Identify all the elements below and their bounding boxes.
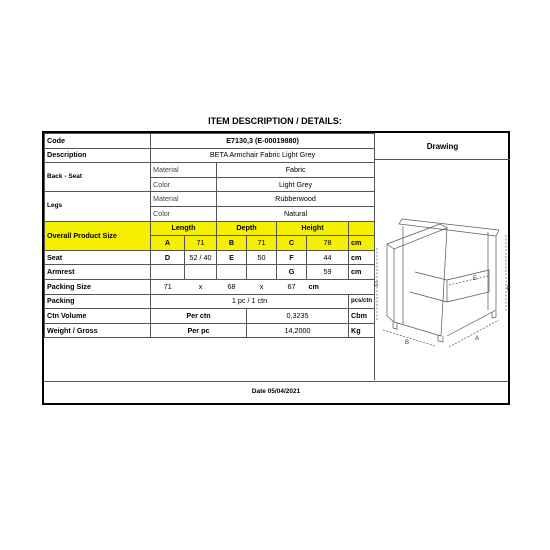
armrest-label: Armrest: [45, 265, 151, 280]
drawing-letter-f: F: [507, 286, 511, 292]
ctn-volume-per: Per ctn: [151, 309, 247, 324]
back-seat-color-value: Light Grey: [217, 177, 375, 192]
packing-size-label: Packing Size: [45, 279, 151, 294]
packing-size-x1: x: [185, 279, 217, 294]
description-value: BETA Armchair Fabric Light Grey: [151, 148, 375, 163]
back-seat-material-label: Material: [151, 163, 217, 178]
spec-sheet: [42, 131, 510, 405]
dim-e-letter: E: [217, 250, 247, 265]
seat-label: Seat: [45, 250, 151, 265]
dim-c-value: 78: [307, 236, 349, 251]
description-label: Description: [45, 148, 151, 163]
dim-d-value: 52 / 40: [185, 250, 217, 265]
date-divider: [44, 381, 508, 382]
packing-value: 1 pc / 1 ctn: [151, 294, 349, 309]
legs-color-label: Color: [151, 206, 217, 221]
drawing-letter-a: A: [475, 336, 480, 342]
weight-value: 14,2000: [247, 323, 349, 338]
packing-label: Packing: [45, 294, 151, 309]
back-seat-color-label: Color: [151, 177, 217, 192]
height-header: Height: [277, 221, 349, 236]
seat-row: [45, 250, 375, 265]
overall-size-header-row: [45, 221, 375, 236]
spec-table: [44, 133, 375, 338]
armrest-blank-2: [185, 265, 217, 280]
dim-d-letter: D: [151, 250, 185, 265]
dim-c-letter: C: [277, 236, 307, 251]
armrest-row: [45, 265, 375, 280]
back-seat-material-row: [45, 163, 375, 178]
overall-size-label: Overall Product Size: [45, 221, 151, 250]
weight-row: [45, 323, 375, 338]
packing-size-unit: cm: [307, 279, 329, 294]
ctn-volume-label: Ctn Volume: [45, 309, 151, 324]
legs-material-value: Rubberwood: [217, 192, 375, 207]
dim-a-letter: A: [151, 236, 185, 251]
length-header: Length: [151, 221, 217, 236]
weight-per: Per pc: [151, 323, 247, 338]
back-seat-material-value: Fabric: [217, 163, 375, 178]
drawing-area: [374, 160, 510, 380]
legs-color-value: Natural: [217, 206, 375, 221]
drawing-header: Drawing: [374, 133, 510, 160]
packing-size-blank-2: [349, 279, 375, 294]
packing-size-blank-1: [329, 279, 349, 294]
overall-header-blank: [349, 221, 375, 236]
packing-size-x2: x: [247, 279, 277, 294]
ctn-volume-unit: Cbm: [349, 309, 375, 324]
legs-label: Legs: [45, 192, 151, 221]
weight-label: Weight / Gross: [45, 323, 151, 338]
ctn-volume-value: 0,3235: [247, 309, 349, 324]
packing-size-v3: 67: [277, 279, 307, 294]
drawing-letter-b: B: [405, 340, 410, 346]
date-label: Date 05/04/2021: [251, 388, 301, 395]
dim-b-letter: B: [217, 236, 247, 251]
back-seat-label: Back - Seat: [45, 163, 151, 192]
depth-header: Depth: [217, 221, 277, 236]
packing-unit: pcs/ctn: [349, 294, 375, 309]
dim-g-letter: G: [277, 265, 307, 280]
packing-row: [45, 294, 375, 309]
ctn-volume-row: [45, 309, 375, 324]
drawing-letter-e: E: [473, 276, 478, 282]
legs-material-row: [45, 192, 375, 207]
armrest-unit: cm: [349, 265, 375, 280]
weight-unit: Kg: [349, 323, 375, 338]
armrest-blank-3: [217, 265, 247, 280]
armrest-blank-4: [247, 265, 277, 280]
drawing-letter-c: C: [374, 282, 379, 288]
seat-unit: cm: [349, 250, 375, 265]
armrest-blank-1: [151, 265, 185, 280]
code-label: Code: [45, 134, 151, 149]
armchair-drawing: [375, 160, 511, 380]
legs-material-label: Material: [151, 192, 217, 207]
dim-b-value: 71: [247, 236, 277, 251]
packing-size-v2: 68: [217, 279, 247, 294]
code-value: E7130,3 (E-00019880): [151, 134, 375, 149]
overall-unit: cm: [349, 236, 375, 251]
dim-f-letter: F: [277, 250, 307, 265]
code-row: [45, 134, 375, 149]
page-title: ITEM DESCRIPTION / DETAILS:: [208, 116, 342, 126]
packing-size-v1: 71: [151, 279, 185, 294]
dim-a-value: 71: [185, 236, 217, 251]
description-row: [45, 148, 375, 163]
dim-f-value: 44: [307, 250, 349, 265]
dim-g-value: 59: [307, 265, 349, 280]
packing-size-row: [45, 279, 375, 294]
dim-e-value: 50: [247, 250, 277, 265]
